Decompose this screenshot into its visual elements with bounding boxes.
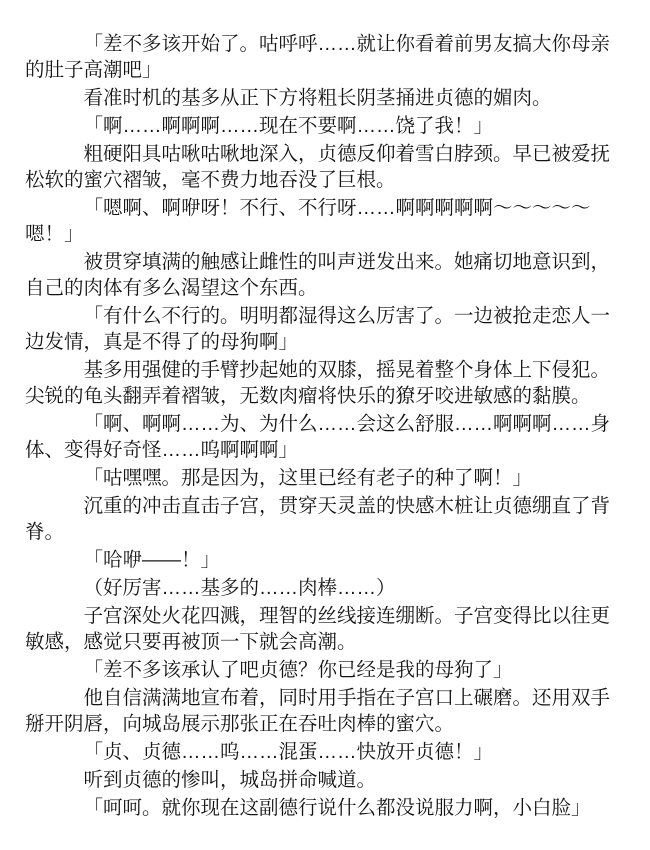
paragraph: 「哈咿——！」 bbox=[83, 549, 221, 571]
paragraph: 「啊……啊啊啊……现在不要啊……饶了我！」 bbox=[83, 115, 494, 137]
paragraph: 沉重的冲击直击子宫，贯穿天灵盖的快感木桩让贞德绷直了背脊。 bbox=[25, 495, 611, 543]
paragraph: 粗硬阳具咕啾咕啾地深入，贞德反仰着雪白脖颈。早已被爱抚松软的蜜穴褶皱，毫不费力地吞没了巨根。 bbox=[25, 143, 611, 191]
paragraph: 子宫深处火花四溅，理智的丝线接连绷断。子宫变得比以往更敏感，感觉只要再被顶一下就会高潮。 bbox=[25, 605, 611, 653]
paragraph: 看准时机的基多从正下方将粗长阴茎捅进贞德的媚肉。 bbox=[83, 87, 552, 109]
paragraph: 「啊、啊啊……为、为什么……会这么舒服……啊啊啊……身体、变得好奇怪……呜啊啊啊」 bbox=[25, 413, 611, 461]
paragraph: 听到贞德的惨叫，城岛拼命喊道。 bbox=[83, 769, 377, 791]
paragraph: 「有什么不行的。明明都湿得这么厉害了。一边被抢走恋人一边发情，真是不得了的母狗啊」 bbox=[25, 305, 611, 353]
paragraph: 被贯穿填满的触感让雌性的叫声迸发出来。她痛切地意识到，自己的肉体有多么渴望这个东西。 bbox=[25, 251, 611, 299]
paragraph: 「呵呵。就你现在这副德行说什么都没说服力啊，小白脸」 bbox=[83, 797, 591, 819]
paragraph: 「差不多该开始了。咕呼呼……就让你看着前男友搞大你母亲的肚子高潮吧」 bbox=[25, 33, 611, 81]
paragraph: 「咕嘿嘿。那是因为，这里已经有老子的种了啊！」 bbox=[83, 467, 533, 489]
paragraph: （好厉害……基多的……肉棒……） bbox=[83, 577, 396, 599]
paragraph: 基多用强健的手臂抄起她的双膝，摇晃着整个身体上下侵犯。尖锐的龟头翻弄着褶皱，无数肉瘤将快乐的獠牙咬进敏感的黏膜。 bbox=[25, 359, 611, 407]
paragraph: 「嗯啊、啊咿呀！不行、不行呀……啊啊啊啊啊～～～～～嗯！」 bbox=[25, 197, 591, 245]
paragraph: 他自信满满地宣布着，同时用手指在子宫口上碾磨。还用双手掰开阴唇，向城岛展示那张正在吞吐肉棒的蜜穴。 bbox=[25, 687, 611, 735]
paragraph: 「贞、贞德……呜……混蛋……快放开贞德！」 bbox=[83, 741, 494, 763]
paragraph: 「差不多该承认了吧贞德？你已经是我的母狗了」 bbox=[83, 659, 513, 681]
